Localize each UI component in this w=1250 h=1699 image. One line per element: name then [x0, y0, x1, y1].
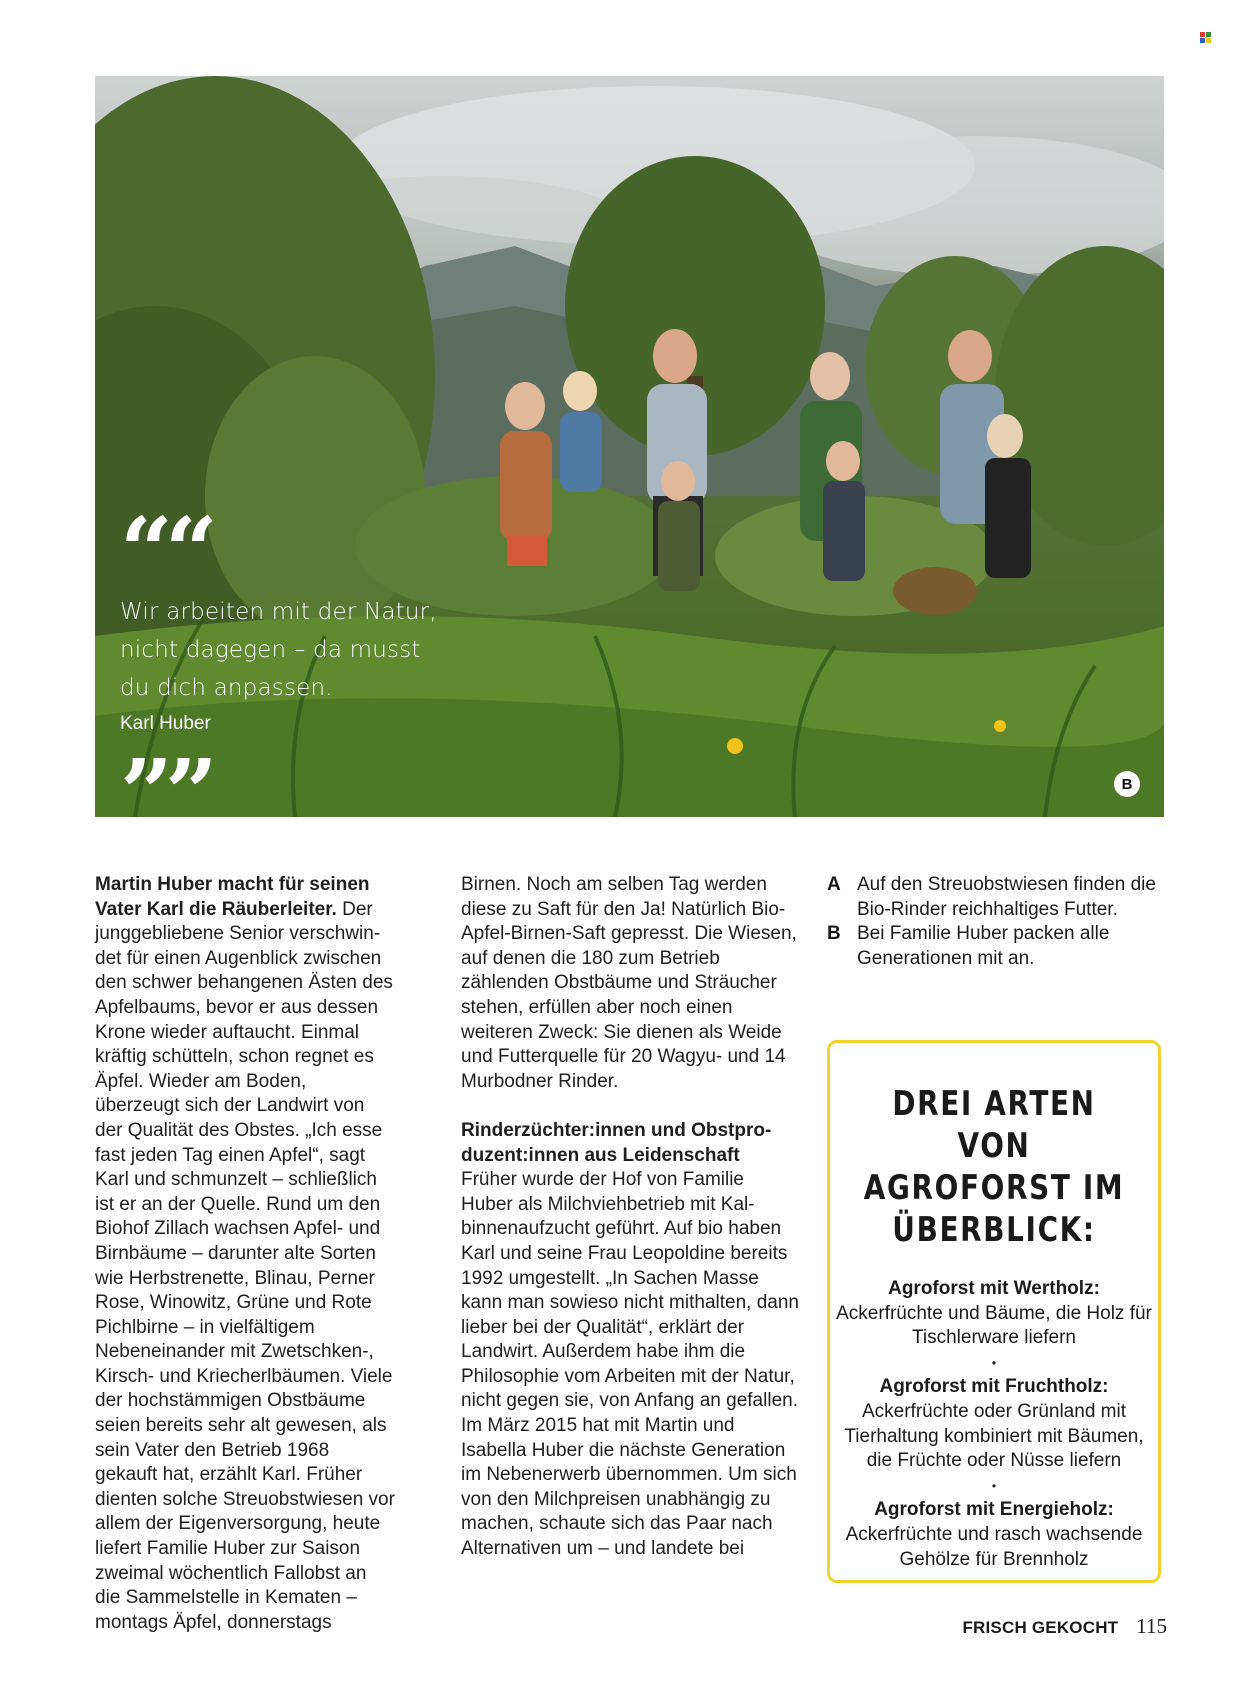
info-item-text: Ackerfrüchte und rasch wachsende Gehölze für Brennholz: [845, 1523, 1143, 1570]
quote-line: Wir arbeiten mit der Natur,: [120, 599, 437, 625]
paragraph: Früher wurde der Hof von Familie Huber als Milchviehbetrieb mit Kalbinnenaufzucht geführt. Auf bio haben Karl und seine Frau Leopoldine bereits 1992 umgestellt. „In Sachen Masse kann man sowieso nicht mithalten, dann lieber bei der Qualität“, erklärt der Landwirt. Außerdem habe ihm die Philosophie vom Arbeiten mit der Natur, nicht gegen sie, von Anfang an gefallen. Im März 2015 hat mit Martin und Isabella Huber die nächste Generation im Nebenerwerb übernommen. Um sich von den Milchpreisen unabhängig zu machen, schaute sich das Paar nach Alternativen um – und landete bei: [461, 1169, 799, 1560]
quote-text: [120, 593, 450, 707]
print-mark-icon: [1200, 32, 1212, 44]
bullet-separator-icon: •: [991, 1355, 997, 1370]
photo-label-badge: B: [1114, 771, 1140, 797]
info-box-list: [830, 1277, 1158, 1572]
article-column-1: [95, 873, 395, 1635]
info-box-title: [860, 1083, 1129, 1251]
quote-line: du dich anpassen.: [120, 675, 333, 701]
caption-text: Auf den Streuobstwiesen finden die Bio-Rinder reichhaltiges Futter.: [857, 874, 1156, 920]
quote-open-icon: ““: [120, 497, 210, 605]
bullet-separator-icon: •: [991, 1478, 997, 1493]
info-item-text: Ackerfrüchte oder Grünland mit Tierhaltung kombiniert mit Bäumen, die Früchte oder Nüsse liefern: [844, 1400, 1144, 1472]
title-line: ÜBERBLICK:: [892, 1210, 1096, 1250]
paragraph: Birnen. Noch am selben Tag werden diese zu Saft für den Ja! Natürlich Bio-Apfel-Birnen-Saft gepresst. Die Wiesen, auf denen die 180 zum Betrieb zählenden Obstbäume und Sträucher stehen, erfüllen aber noch einen weiteren Zweck: Sie dienen als Weide und Futterquelle für 20 Wagyu- und 14 Murbodner Rinder.: [461, 874, 797, 1092]
info-item-wertholz: [830, 1277, 1158, 1351]
paragraph: [95, 873, 395, 1635]
magazine-name: FRISCH GEKOCHT: [962, 1618, 1119, 1637]
caption-a: [827, 873, 1167, 922]
caption-b: [827, 922, 1167, 971]
caption-letter: B: [827, 923, 841, 945]
info-item-fruchtholz: [830, 1375, 1158, 1473]
info-item-title: Agroforst mit Wertholz:: [888, 1278, 1100, 1299]
quote-author: Karl Huber: [120, 713, 211, 734]
quote-line: nicht dagegen – da musst: [120, 637, 421, 663]
caption-letter: A: [827, 874, 841, 895]
pull-quote: [120, 497, 450, 817]
lead-sentence: Martin Huber macht für seinen Vater Karl die Räuberleiter.: [95, 874, 370, 920]
info-item-title: Agroforst mit Fruchtholz:: [879, 1376, 1109, 1398]
page-number: 115: [1136, 1614, 1167, 1638]
caption-text: Bei Familie Huber packen alle Generationen mit an.: [857, 923, 1110, 969]
agroforst-info-box: [827, 1040, 1161, 1583]
info-item-text: Ackerfrüchte und Bäume, die Holz für Tischlerware liefern: [836, 1302, 1152, 1349]
article-column-2: [461, 873, 801, 1562]
body-text: Der junggebliebene Senior verschwindet für einen Augenblick zwischen den schwer behangenen Ästen des Apfelbaums, bevor er aus dessen Krone wieder auftaucht. Einmal kräftig schütteln, schon regnet es Äpfel. Wieder am Boden, überzeugt sich der Landwirt von der Qualität des Obstes. „Ich esse fast jeden Tag einen Apfel“, sagt Karl und schmunzelt – schließlich ist er an der Quelle. Rund um den Biohof Zillach wachsen Apfel- und Birnbäume – darunter alte Sorten wie Herbstrenette, Blinau, Perner Rose, Winowitz, Grüne und Rote Pichlbirne – in vielfältigem Nebeneinander mit Zwetschken-, Kirsch- und Kriecherlbäumen. Viele der hochstämmigen Obstbäume seien bereits sehr alt gewesen, als sein Vater den Betrieb 1968 gekauft hat, erzählt Karl. Früher dienten solche Streuobstwiesen vor allem der Eigenversorgung, heute liefert Familie Huber zur Saison zweimal wöchentlich Fallobst an die Sammelstelle in Kematen – montags Äpfel, donnerstags: [95, 898, 395, 1633]
photo-captions: [827, 873, 1167, 971]
quote-close-icon: ””: [120, 739, 210, 817]
section-subheading: Rinderzüchter:innen und Obstproduzent:innen aus Leidenschaft: [461, 1119, 772, 1166]
info-item-energieholz: [830, 1498, 1158, 1572]
family-photo: [95, 76, 1164, 817]
info-item-title: Agroforst mit Energieholz:: [874, 1499, 1114, 1521]
title-line: DREI ARTEN VON: [892, 1084, 1096, 1166]
page-footer: [962, 1614, 1167, 1639]
title-line: AGROFORST IM: [863, 1168, 1125, 1208]
